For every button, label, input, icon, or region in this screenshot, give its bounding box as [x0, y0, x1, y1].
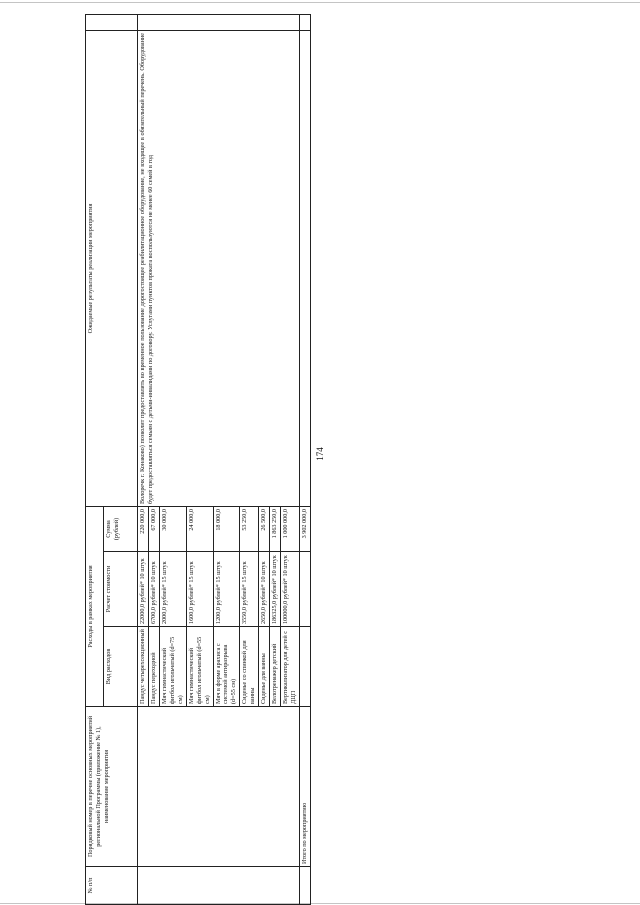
sum-cell: 1 000 000,0: [281, 507, 300, 552]
expense-type-cell: Велотренажер детский: [270, 627, 281, 707]
sum-cell: 67 000,0: [148, 507, 159, 552]
page-number: 174: [315, 447, 325, 461]
empty-column: [86, 15, 138, 31]
total-label: Итого по мероприятию: [299, 707, 310, 867]
empty-cell: [138, 15, 300, 31]
header-cost-calc: Расчет стоимости: [104, 552, 138, 627]
total-row: [299, 15, 310, 905]
table-row: [138, 15, 149, 905]
header-event: Порядковый номер в перечне основных мероприятий региональной Программы (приложение № 1), наименование мероприятия: [86, 707, 138, 867]
results-cell: Волоречк г. Конаково) позволит предоставлять во временное пользование дорогостоящее реабилитационное оборудование, не входящее в обязательный перечень. Оборудование будет предоставляться семьям с детьми-инвалидами по договору. Услугами пунктов проката воспользуются не менее 60 семей в год: [138, 31, 300, 507]
cost-calc-cell: 1200,0 рублей* 15 штук: [213, 552, 240, 627]
cost-calc-cell: 3550,0 рублей* 15 штук: [240, 552, 259, 627]
expense-type-cell: Пандус переходной: [148, 627, 159, 707]
header-expenses-group: Расходы в рамках мероприятия: [86, 507, 104, 707]
header-num: № п/п: [86, 867, 138, 905]
cost-calc-cell: 100000,0 рублей* 10 штук: [281, 552, 300, 627]
header-sum: Сумма (рублей): [104, 507, 138, 552]
sum-cell: 30 000,0: [159, 507, 186, 552]
expense-type-cell: Мяч гимнастический фитбол игольчатый (d=75 см): [159, 627, 186, 707]
cost-calc-cell: 2000,0 рублей* 15 штук: [159, 552, 186, 627]
header-expense-type: Вид расходов: [104, 627, 138, 707]
cost-calc-cell: 22000,0 рублей* 10 штук: [138, 552, 149, 627]
total-empty-cell: [299, 552, 310, 627]
rotated-table-page: [85, 15, 425, 905]
cost-calc-cell: 1600,0 рублей* 15 штук: [186, 552, 213, 627]
total-sum: 3 902 000,0: [299, 507, 310, 552]
num-cell: [138, 867, 300, 905]
sum-cell: 24 000,0: [186, 507, 213, 552]
expense-type-cell: Мяч гимнастический фитбол игольчатый (d=55 см): [186, 627, 213, 707]
cost-calc-cell: 6700,0 рублей* 10 штук: [148, 552, 159, 627]
expense-type-cell: Сиденье для ванны: [259, 627, 270, 707]
sum-cell: 1 863 250,0: [270, 507, 281, 552]
expense-type-cell: Сиденье со спинкой для ванны: [240, 627, 259, 707]
expenses-table: [85, 14, 311, 905]
event-cell: [138, 707, 300, 867]
sum-cell: 220 000,0: [138, 507, 149, 552]
sum-cell: 26 500,0: [259, 507, 270, 552]
expense-type-cell: Мяч в форме арахиса с системой антиразрыва (d=55 см): [213, 627, 240, 707]
header-results: Ожидаемые результаты реализации мероприятия: [86, 31, 138, 507]
total-num-cell: [299, 867, 310, 905]
total-empty-cell: [299, 31, 310, 507]
sum-cell: 18 000,0: [213, 507, 240, 552]
cost-calc-cell: 2650,0 рублей* 10 штук: [259, 552, 270, 627]
expense-type-cell: Вертикализатор для детей с ДЦП: [281, 627, 300, 707]
sum-cell: 53 250,0: [240, 507, 259, 552]
cost-calc-cell: 186325,0 рублей* 10 штук: [270, 552, 281, 627]
total-empty-cell: [299, 627, 310, 707]
scan-artifact: [0, 2, 640, 3]
expense-type-cell: Пандус четырехсекционный: [138, 627, 149, 707]
total-empty-cell: [299, 15, 310, 31]
